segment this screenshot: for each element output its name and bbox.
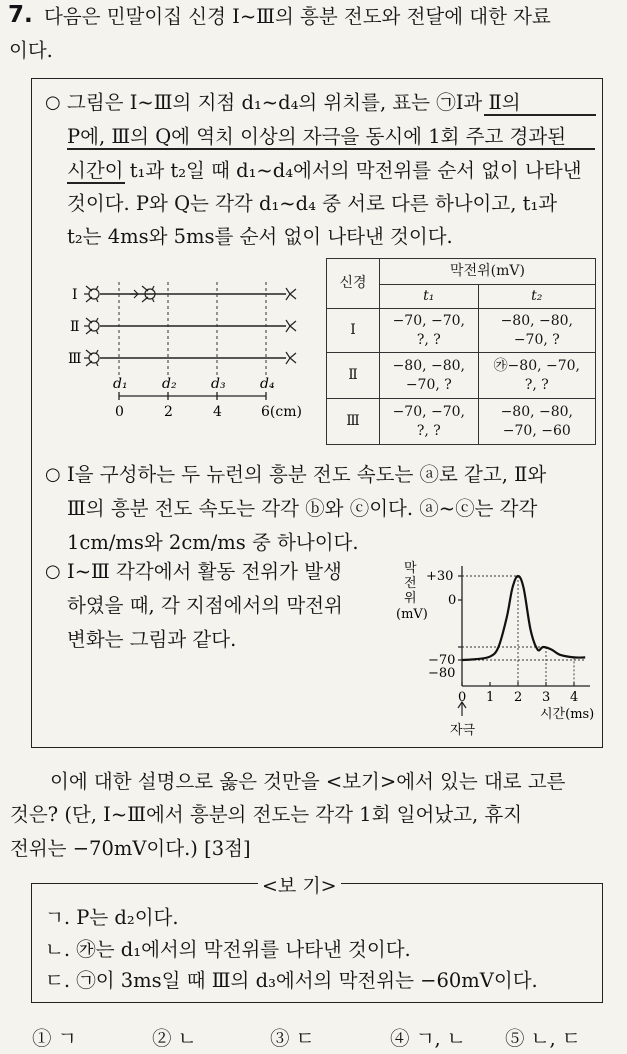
row-name: Ⅰ <box>327 309 380 353</box>
nerve-label-1: Ⅰ <box>72 287 78 303</box>
xtick-label: 1 <box>486 690 495 705</box>
axon-terminal-icon <box>286 320 296 332</box>
bogi-item-3: ㄷ. ㉠이 3ms일 때 Ⅲ의 d₃에서의 막전위는 −60mV이다. <box>45 969 538 992</box>
bogi-item-1: ㄱ. P는 d₂이다. <box>45 906 179 929</box>
choice-5[interactable]: ⑤ ㄴ, ㄷ <box>505 1027 581 1050</box>
p1-line-5: t₂는 4ms와 5ms를 순서 없이 나타낸 것이다. <box>67 225 453 248</box>
nerve-diagram <box>64 272 320 422</box>
choice-3[interactable]: ③ ㄷ <box>270 1027 315 1050</box>
dendrite-icon <box>84 318 99 334</box>
nerve-label-3: Ⅲ <box>68 351 82 367</box>
cell-text: −70, ? <box>513 331 560 348</box>
choice-4[interactable]: ④ ㄱ, ㄴ <box>390 1027 466 1050</box>
tick-2: 2 <box>164 404 173 420</box>
p2-line-1: Ⅰ을 구성하는 두 뉴런의 흥분 전도 속도는 ⓐ로 같고, Ⅱ와 <box>67 463 547 486</box>
xtick-label: 3 <box>542 690 551 705</box>
row-name: Ⅲ <box>327 399 380 445</box>
tick-4: 4 <box>213 404 222 420</box>
action-potential-graph <box>394 556 600 740</box>
nerve-label-2: Ⅱ <box>70 319 80 335</box>
potential-table <box>326 258 596 445</box>
th-potential: 막전위(mV) <box>380 259 596 285</box>
underline-1 <box>484 114 596 116</box>
cell-text: ?, ? <box>524 376 549 393</box>
bogi-title: <보 기> <box>258 871 341 898</box>
ylabel-char: 막 <box>404 561 417 576</box>
choice-2[interactable]: ② ㄴ <box>152 1027 197 1050</box>
p1-line-1: 그림은 Ⅰ~Ⅲ의 지점 d₁~d₄의 위치를, 표는 ㉠Ⅰ과 Ⅱ의 <box>67 91 521 114</box>
ytick-label: 0 <box>448 593 457 608</box>
p3-line-3: 변화는 그림과 같다. <box>67 628 237 651</box>
p1-line-3: 시간이 t₁과 t₂일 때 d₁~d₄에서의 막전위를 순서 없이 나타낸 <box>67 159 582 182</box>
stimulus-label: 자극 <box>450 723 476 738</box>
stem-line-1: 이에 대한 설명으로 옳은 것만을 <보기>에서 있는 대로 고른 <box>50 770 566 793</box>
tick-0: 0 <box>115 404 124 420</box>
cell-text: ㉮−80, −70, <box>493 357 581 374</box>
p3-line-2: 하였을 때, 각 지점에서의 막전위 <box>67 594 343 617</box>
th-t2: t₂ <box>478 285 595 309</box>
ylabel-unit: (mV) <box>396 607 428 622</box>
underline-2 <box>67 148 595 150</box>
cell-text: −70, ? <box>405 376 452 393</box>
p2-line-2: Ⅲ의 흥분 전도 속도는 각각 ⓑ와 ⓒ이다. ⓐ~ⓒ는 각각 <box>67 497 538 520</box>
th-nerve: 신경 <box>327 259 380 309</box>
stem-line-3: 전위는 −70mV이다.) [3점] <box>10 837 251 860</box>
row-name: Ⅱ <box>327 353 380 399</box>
xtick-label: 4 <box>570 690 579 705</box>
ylabel-char: 전 <box>404 576 417 591</box>
dendrite-icon <box>84 350 99 366</box>
ytick-label: −70 <box>428 653 456 668</box>
table-row <box>327 399 596 445</box>
underline-3 <box>67 182 125 184</box>
p3-line-1: Ⅰ~Ⅲ 각각에서 활동 전위가 발생 <box>67 560 342 583</box>
cell-text: −80, −80, <box>392 357 466 374</box>
p2-line-3: 1cm/ms와 2cm/ms 중 하나이다. <box>67 531 359 554</box>
xtick-label: 2 <box>514 690 523 705</box>
choice-1[interactable]: ① ㄱ <box>32 1027 77 1050</box>
axon-terminal-icon <box>286 352 296 364</box>
ytick-label: +30 <box>426 569 454 584</box>
axon-terminal-icon <box>286 288 296 300</box>
ytick-label: −80 <box>428 666 456 681</box>
cell-text: ?, ? <box>416 422 441 439</box>
question-line-1: 다음은 민말이집 신경 Ⅰ~Ⅲ의 흥분 전도와 전달에 대한 자료 <box>44 5 551 28</box>
tick-6cm: 6(cm) <box>261 404 302 420</box>
point-label-d1: d₁ <box>113 376 128 392</box>
question-number: 7. <box>8 2 33 28</box>
th-t1: t₁ <box>380 285 479 309</box>
cell-text: −70, −70, <box>392 312 466 329</box>
p1-line-2: P에, Ⅲ의 Q에 역치 이상의 자극을 동시에 1회 주고 경과된 <box>67 125 567 148</box>
xtick-label: 0 <box>458 690 467 705</box>
table-row <box>327 353 596 399</box>
question-line-2: 이다. <box>9 39 53 62</box>
point-label-d2: d₂ <box>162 376 177 392</box>
point-label-d3: d₃ <box>211 376 226 392</box>
cell-text: −70, −70, <box>392 403 466 420</box>
table-row <box>327 309 596 353</box>
ylabel-char: 위 <box>404 591 417 606</box>
cell-text: −80, −80, <box>500 403 574 420</box>
point-label-d4: d₄ <box>260 376 275 392</box>
bogi-item-2: ㄴ. ㉮는 d₁에서의 막전위를 나타낸 것이다. <box>45 938 411 961</box>
cell-text: −80, −80, <box>500 312 574 329</box>
dendrite-icon <box>84 286 99 302</box>
cell-text: −70, −60 <box>502 422 571 439</box>
bullet-1: ○ <box>45 92 61 113</box>
stem-line-2: 것은? (단, Ⅰ~Ⅲ에서 흥분의 전도는 각각 1회 일어났고, 휴지 <box>10 803 523 826</box>
cell-text: ?, ? <box>416 331 441 348</box>
bullet-2: ○ <box>45 464 61 485</box>
xaxis-label: 시간(ms) <box>540 707 595 722</box>
bullet-3: ○ <box>45 561 61 582</box>
p1-line-4: 것이다. P와 Q는 각각 d₁~d₄ 중 서로 다른 하나이고, t₁과 <box>67 192 558 215</box>
